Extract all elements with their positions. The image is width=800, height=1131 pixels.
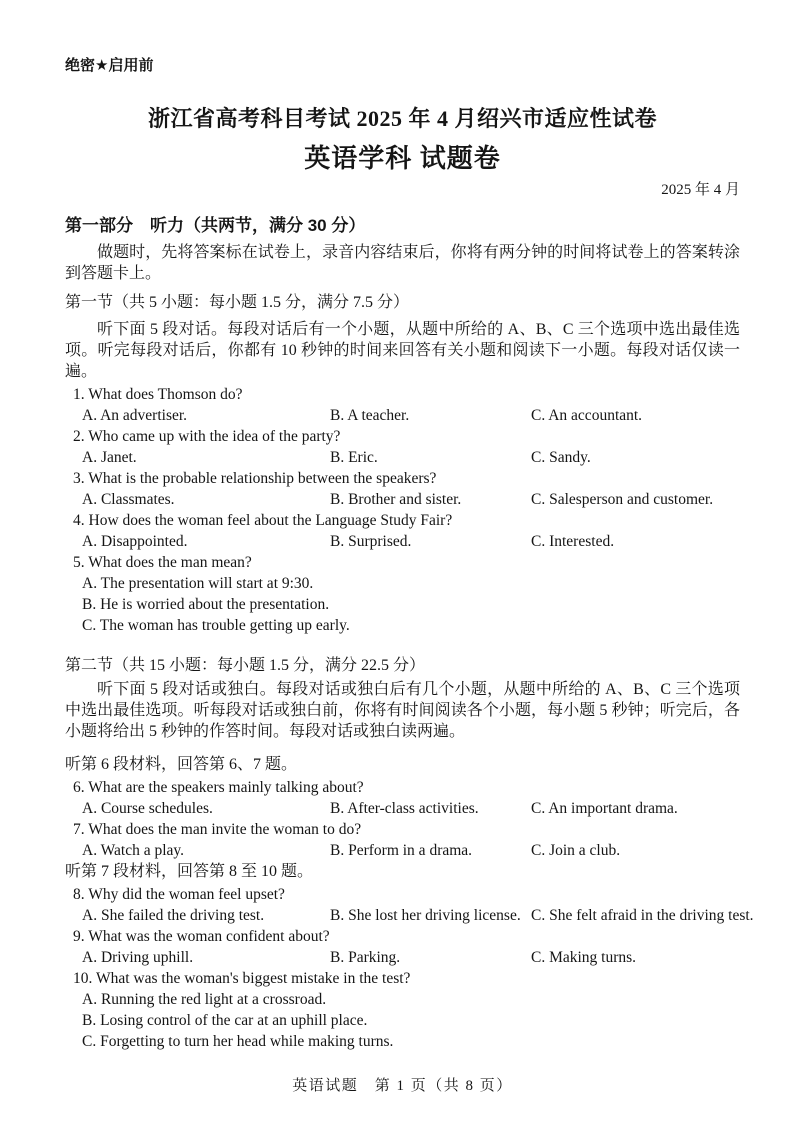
question-text: 5. What does the man mean? (73, 554, 252, 571)
question-text: 6. What are the speakers mainly talking about? (73, 779, 364, 796)
option-a: A. She failed the driving test. (82, 907, 265, 924)
option-b: B. She lost her driving license. (330, 907, 521, 924)
question-text: 9. What was the woman confident about? (73, 928, 330, 945)
option-c: C. The woman has trouble getting up early. (82, 617, 350, 634)
section2-instructions: 听下面 5 段对话或独白。每段对话或独白后有几个小题，从题中所给的 A、B、C 三个选项中选出最佳选项。听每段对话或独白前，你将有时间阅读各个小题，每小题 5 秒钟；听完后，各小题将给出 5 秒钟的作答时间。每段对话或独白读两遍。 (65, 681, 740, 740)
question-item (65, 426, 740, 468)
option-b: B. After-class activities. (330, 800, 479, 817)
options (65, 489, 740, 510)
question-text: 1. What does Thomson do? (73, 386, 243, 403)
option-a: A. Course schedules. (82, 800, 213, 817)
option-b: B. Eric. (330, 449, 378, 466)
option-b: B. Brother and sister. (330, 491, 462, 508)
option-b: B. Surprised. (330, 533, 412, 550)
options (65, 573, 740, 636)
option-c: C. She felt afraid in the driving test. (531, 907, 754, 924)
material6-header: 听第 6 段材料，回答第 6、7 题。 (65, 756, 298, 773)
option-c: C. Making turns. (531, 949, 637, 966)
options (65, 840, 740, 861)
option-a: A. Running the red light at a crossroad. (82, 991, 327, 1008)
question-text: 4. How does the woman feel about the Language Study Fair? (73, 512, 453, 529)
section1-questions (65, 384, 740, 636)
options (65, 798, 740, 819)
options (65, 905, 754, 926)
option-c: C. An important drama. (531, 800, 678, 817)
option-a: A. Disappointed. (82, 533, 188, 550)
section1-instructions: 听下面 5 段对话。每段对话后有一个小题，从题中所给的 A、B、C 三个选项中选出最佳选项。听完每段对话后，你都有 10 秒钟的时间来回答有关小题和阅读下一小题。每段对话仅读一遍。 (65, 321, 740, 380)
options (65, 531, 740, 552)
option-b: B. He is worried about the presentation. (82, 596, 330, 613)
options (65, 447, 740, 468)
option-b: B. A teacher. (330, 407, 410, 424)
exam-title: 浙江省高考科目考试 2025 年 4 月绍兴市适应性试卷 (147, 106, 657, 131)
option-c: C. Interested. (531, 533, 615, 550)
option-b: B. Parking. (330, 949, 401, 966)
question-text: 2. Who came up with the idea of the party? (73, 428, 341, 445)
page-footer: 英语试题 第 1 页（共 8 页） (292, 1078, 513, 1094)
option-b: B. Perform in a drama. (330, 842, 473, 859)
question-item (65, 552, 740, 636)
options (65, 989, 740, 1052)
question-item (65, 384, 740, 426)
option-a: A. Driving uphill. (82, 949, 194, 966)
option-c: C. An accountant. (531, 407, 643, 424)
material7-header: 听第 7 段材料，回答第 8 至 10 题。 (65, 863, 314, 880)
option-c: C. Salesperson and customer. (531, 491, 714, 508)
section1-heading: 第一节（共 5 小题：每小题 1.5 分，满分 7.5 分） (65, 294, 410, 311)
part1-heading: 第一部分 听力（共两节，满分 30 分） (65, 216, 366, 235)
option-c: C. Join a club. (531, 842, 621, 859)
question-item (65, 777, 740, 819)
options (65, 405, 740, 426)
option-a: A. The presentation will start at 9:30. (82, 575, 314, 592)
option-a: A. Watch a play. (82, 842, 185, 859)
option-a: A. Classmates. (82, 491, 175, 508)
question-text: 7. What does the man invite the woman to do? (73, 821, 362, 838)
question-text: 8. Why did the woman feel upset? (73, 886, 285, 903)
question-item (65, 926, 740, 968)
option-c: C. Forgetting to turn her head while making turns. (82, 1033, 394, 1050)
section2-heading: 第二节（共 15 小题：每小题 1.5 分，满分 22.5 分） (65, 657, 426, 674)
question-item (65, 468, 740, 510)
option-b: B. Losing control of the car at an uphill place. (82, 1012, 368, 1029)
material7-questions (65, 884, 754, 1052)
question-item (65, 819, 740, 861)
secrecy-label: 绝密★启用前 (65, 57, 154, 74)
question-text: 3. What is the probable relationship between the speakers? (73, 470, 437, 487)
options (65, 947, 740, 968)
question-item (65, 968, 740, 1052)
material6-questions (65, 777, 740, 861)
option-a: A. An advertiser. (82, 407, 188, 424)
option-c: C. Sandy. (531, 449, 591, 466)
part1-instructions: 做题时，先将答案标在试卷上，录音内容结束后，你将有两分钟的时间将试卷上的答案转涂到答题卡上。 (65, 244, 740, 282)
option-a: A. Janet. (82, 449, 137, 466)
question-item (65, 510, 740, 552)
question-item (65, 884, 754, 926)
question-text: 10. What was the woman's biggest mistake in the test? (73, 970, 411, 987)
exam-subtitle: 英语学科 试题卷 (304, 144, 501, 173)
exam-date: 2025 年 4 月 (661, 182, 740, 198)
